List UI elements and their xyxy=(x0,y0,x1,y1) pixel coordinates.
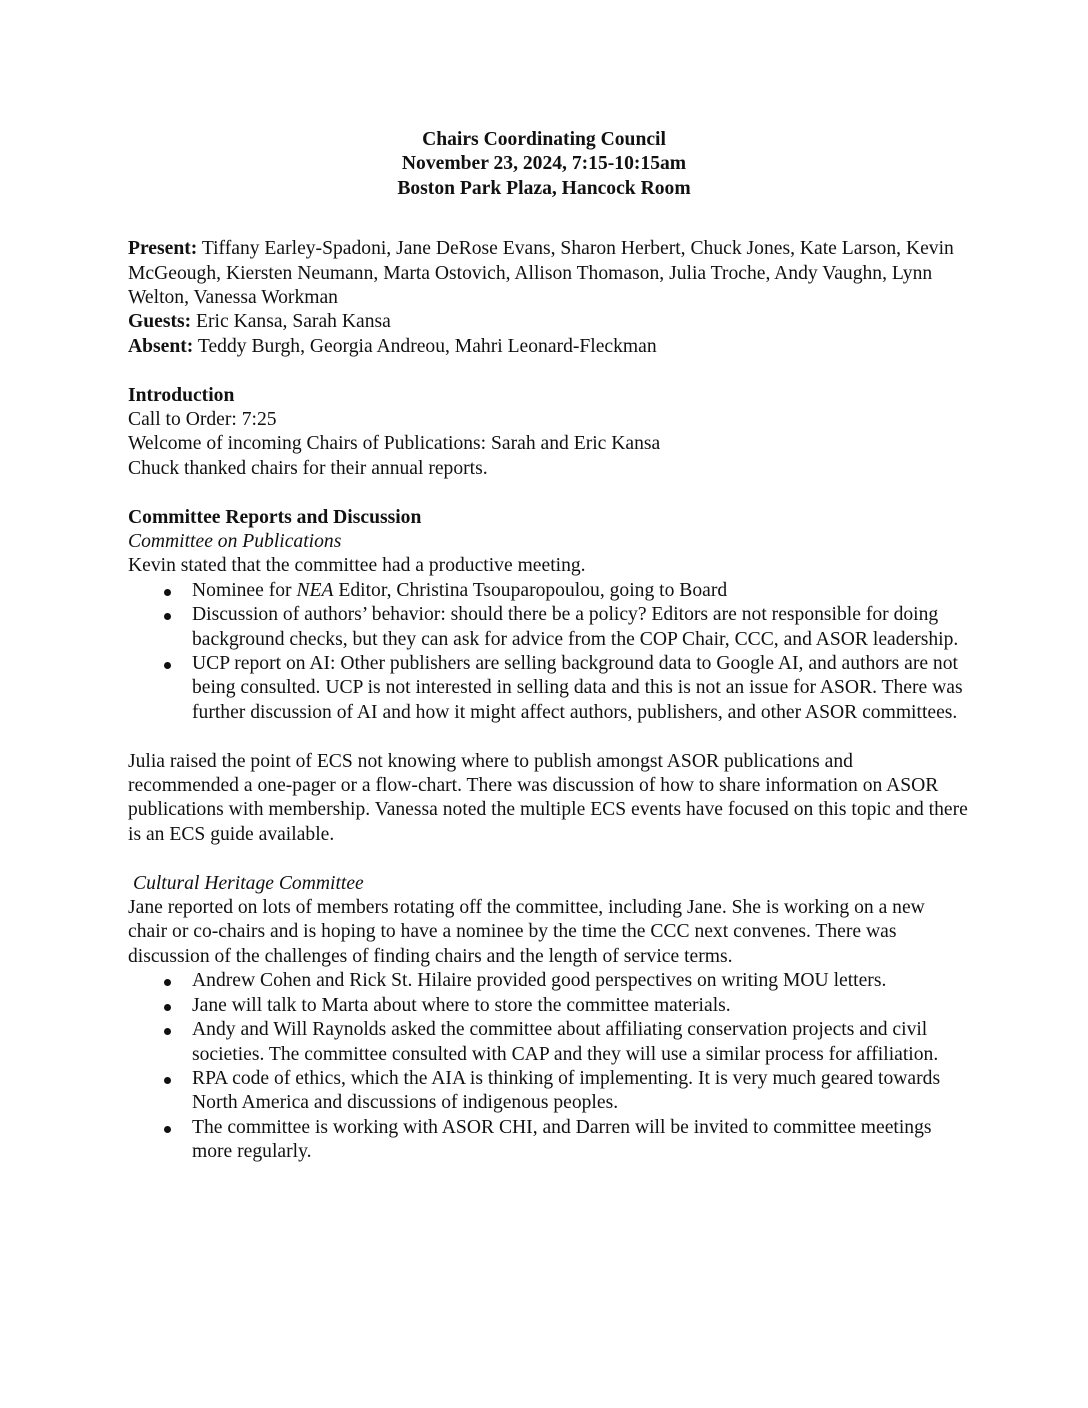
publications-followup: Julia raised the point of ECS not knowing where to publish amongst ASOR publications and recommended a one-pager or a flow-chart. There was discussion of how to share information on ASOR publications with membership. Vanessa noted the multiple ECS events have focused on this topic and there is an ECS guide available. xyxy=(128,750,968,845)
cultural-heritage-subheading: Cultural Heritage Committee xyxy=(133,872,364,894)
absent-names: Teddy Burgh, Georgia Andreou, Mahri Leonard-Fleckman xyxy=(193,335,657,357)
intro-line: Welcome of incoming Chairs of Publications: Sarah and Eric Kansa xyxy=(128,433,661,455)
bullet-icon xyxy=(164,589,171,596)
attendance-section xyxy=(128,237,968,359)
committee-reports-heading: Committee Reports and Discussion xyxy=(128,506,422,528)
list-item xyxy=(128,1018,968,1067)
publications-bullet-list xyxy=(128,579,968,725)
publications-intro: Kevin stated that the committee had a productive meeting. xyxy=(128,555,586,577)
meeting-date: November 23, 2024, 7:15-10:15am xyxy=(401,153,687,175)
council-title: Chairs Coordinating Council xyxy=(422,129,666,150)
intro-line: Chuck thanked chairs for their annual reports. xyxy=(128,457,488,479)
guests-label: Guests: xyxy=(128,311,192,333)
list-item xyxy=(128,652,968,725)
bullet-text: Andy and Will Raynolds asked the committee about affiliating conservation projects and civil societies. The committee consulted with CAP and they will use a similar process for affiliation. xyxy=(192,1019,939,1065)
cultural-heritage-intro: Jane reported on lots of members rotating off the committee, including Jane. She is working on a new chair or co-chairs and is hoping to have a nominee by the time the CCC next convenes. There was discussion of the challenges of finding chairs and the length of service terms. xyxy=(128,897,925,967)
meeting-location: Boston Park Plaza, Hancock Room xyxy=(397,177,691,199)
introduction-heading: Introduction xyxy=(128,384,235,406)
list-item xyxy=(128,969,968,993)
bullet-text: Discussion of authors’ behavior: should there be a policy? Editors are not responsible for doing background checks, but they can ask for advice from the COP Chair, CCC, and ASOR leadership. xyxy=(192,604,959,650)
bullet-text: Andrew Cohen and Rick St. Hilaire provided good perspectives on writing MOU letters. xyxy=(192,970,887,992)
bullet-icon xyxy=(164,1004,171,1011)
bullet-text: RPA code of ethics, which the AIA is thinking of implementing. It is very much geared towards North America and discussions of indigenous peoples. xyxy=(192,1067,941,1114)
intro-line: Call to Order: 7:25 xyxy=(128,409,277,430)
absent-line xyxy=(128,335,968,359)
nea-journal-name: NEA xyxy=(296,579,334,601)
guests-names: Eric Kansa, Sarah Kansa xyxy=(191,311,391,333)
bullet-text: UCP report on AI: Other publishers are selling background data to Google AI, and authors are not being consulted. UCP is not interested in selling data and this is not an issue for ASOR. There was further discussion of AI and how it might affect authors, publishers, and other ASOR committees. xyxy=(192,653,963,723)
bullet-icon xyxy=(164,662,171,669)
bullet-icon xyxy=(164,1077,171,1084)
committee-reports-section xyxy=(128,506,968,1165)
bullet-text: The committee is working with ASOR CHI, and Darren will be invited to committee meetings more regularly. xyxy=(192,1116,932,1163)
present-label: Present: xyxy=(128,238,198,260)
cultural-heritage-bullet-list xyxy=(128,969,968,1164)
absent-label: Absent: xyxy=(128,335,194,357)
present-line xyxy=(128,237,968,310)
bullet-text: Editor, Christina Tsouparopoulou, going to Board xyxy=(333,579,728,601)
bullet-icon xyxy=(164,979,171,986)
list-item xyxy=(128,994,968,1018)
document-header xyxy=(128,128,960,201)
list-item xyxy=(128,1067,968,1116)
present-names: Tiffany Earley-Spadoni, Jane DeRose Evans, Sharon Herbert, Chuck Jones, Kate Larson, Kevin McGeough, Kiersten Neumann, Marta Ostovich, Allison Thomason, Julia Troche, Andy Vaughn, Lynn Welton, Vanessa Workman xyxy=(128,238,954,308)
bullet-icon xyxy=(164,1126,171,1133)
bullet-text: Jane will talk to Marta about where to store the committee materials. xyxy=(192,994,731,1016)
list-item xyxy=(128,1116,968,1165)
introduction-section xyxy=(128,384,968,482)
bullet-icon xyxy=(164,613,171,620)
document-page xyxy=(128,128,968,1165)
bullet-icon xyxy=(164,1028,171,1035)
list-item xyxy=(128,579,968,603)
guests-line xyxy=(128,310,968,334)
bullet-text: Nominee for xyxy=(192,579,297,601)
list-item xyxy=(128,603,968,652)
publications-subheading: Committee on Publications xyxy=(128,531,342,553)
